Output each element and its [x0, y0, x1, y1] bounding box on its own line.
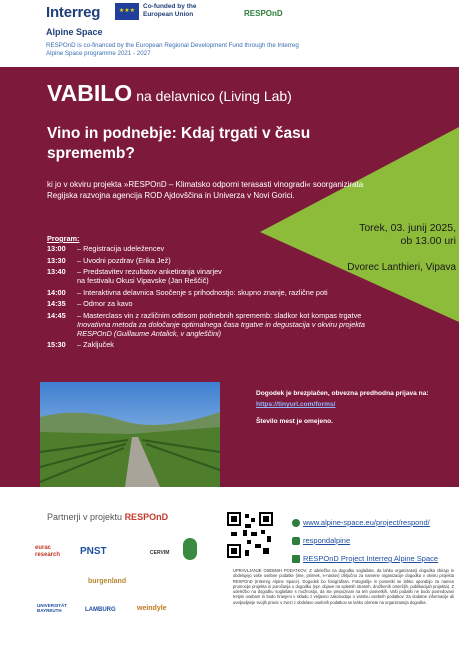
- weindyle-logo: weindyle: [137, 605, 167, 612]
- financed-note: RESPOnD is co-financed by the European Regional Development Fund through the Interreg Alpine Space programme 2021 - 2027: [46, 42, 299, 57]
- vineyard-photo: [40, 382, 220, 487]
- program-item: 13:30 – Uvodni pozdrav (Erika Jež): [47, 255, 171, 265]
- registration-text: Dogodek je brezplačen, obvezna predhodna prijava na:: [256, 390, 429, 397]
- program-item: 13:40 – Predstavitev rezultatov anketiranja vinarjev na festivalu Okusi Vipavske (Jan Reščič): [47, 267, 222, 285]
- instagram-link[interactable]: respondalpine: [292, 532, 438, 550]
- program-item: 13:00 – Registracija udeležencev: [47, 244, 165, 253]
- website-link[interactable]: www.alpine-space.eu/project/respond/: [292, 514, 438, 532]
- date-line: Torek, 03. junij 2025,: [359, 222, 456, 234]
- invitation-title: [47, 80, 292, 107]
- contact-links: [292, 514, 438, 568]
- bayreuth-logo: UNIVERSITÄT BAYREUTH: [37, 603, 68, 613]
- instagram-icon: [292, 537, 300, 545]
- event-intro: ki jo v okviru projekta »RESPOnD – Klimatsko odporni terasasti vinogradi« soorganizirata Regijska razvojna agencija ROD Ajdovščina in Univerza v Novi Gorici.: [47, 180, 364, 200]
- event-venue: Dvorec Lanthieri, Vipava: [347, 262, 456, 273]
- privacy-notice: UPRAVLJANJE OSEBNIH PODATKOV: Z udeležbo na dogodku soglašate, da lahko organizatorji dogodka zbirajo in obdelujejo vaše osebne podatke (ime, priimek, e-naslov) izključno za namene organizacije dogodka v okviru projekta RESPOnD (Interreg Alpine Space). Dogodek bo fotografiran. Fotografije in posnetki se lahko uporabijo za namen promocije projekta in poročanja o dogodku (npr. objave na spletnih straneh, družbenih omrežjih, publikacijah projekta). Z udeležbo na dogodku soglašate s možnostjo, da ste prepoznani na teh posnetkih. Vaši podatki ne bodo posredovani tretjim osebam in bodo hranjeni v skladu z veljavno zakonodajo o varstvu osebnih podatkov. Za dodatne informacije ali uveljavljanje svojih pravic v zvezi z obdelavo osebnih podatkov se lahko obrnete na organizatorja dogodka.: [233, 568, 454, 605]
- registration-link[interactable]: https://tinyurl.com/forms/: [256, 401, 336, 409]
- program-item: 14:00 – Interaktivna delavnica Soočenje s prihodnostjo: skupno znanje, različne poti: [47, 287, 328, 297]
- program-heading: Program:: [47, 234, 80, 243]
- title-main: VABILO: [47, 80, 133, 106]
- eurac-logo: eurac research: [35, 545, 61, 558]
- program-item: 15:30 – Zaključek: [47, 340, 114, 349]
- title-suffix: na delavnico (Living Lab): [136, 88, 292, 104]
- linkedin-link[interactable]: RESPOnD Project Interreg Alpine Space: [292, 550, 438, 568]
- program-item: 14:35 – Odmor za kavo: [47, 299, 133, 308]
- event-subtitle: Vino in podnebje: Kdaj trgati v času sprememb?: [47, 125, 311, 162]
- program-item: 14:45 – Masterclass vin z različnim odtisom podnebnih sprememb: sladkor kot kompas trgatve Inovativna metoda za določanje optimalnega časa trgatve in degustacija v okviru projekta RESPOnD (Guillaume Antalick, v angleščini): [47, 310, 365, 338]
- cofunded-label: Co-funded by the European Union: [143, 3, 197, 18]
- alpine-space-label: Alpine Space: [46, 27, 103, 37]
- header: [0, 0, 459, 66]
- cervim-logo: CERVIM: [150, 550, 170, 556]
- globe-icon: [292, 519, 300, 527]
- linkedin-icon: [292, 555, 300, 563]
- interreg-logo: Interreg: [46, 4, 101, 21]
- partners-heading: Partnerji v projektu RESPOnD: [47, 512, 169, 522]
- registration-note: [256, 390, 436, 426]
- qr-code-icon[interactable]: [227, 512, 273, 558]
- pnst-logo: PNST: [80, 546, 107, 557]
- time-line: ob 13.00 uri: [400, 235, 456, 247]
- green-logo-icon: [183, 538, 197, 560]
- burgenland-logo: burgenland: [88, 578, 127, 585]
- respond-logo: RESPOnD: [244, 9, 283, 18]
- eu-flag-icon: ★★★: [115, 3, 139, 20]
- lamburg-logo: LAMBURG: [85, 607, 116, 613]
- program: [47, 234, 377, 352]
- limited-seats: Število mest je omejeno.: [256, 417, 333, 425]
